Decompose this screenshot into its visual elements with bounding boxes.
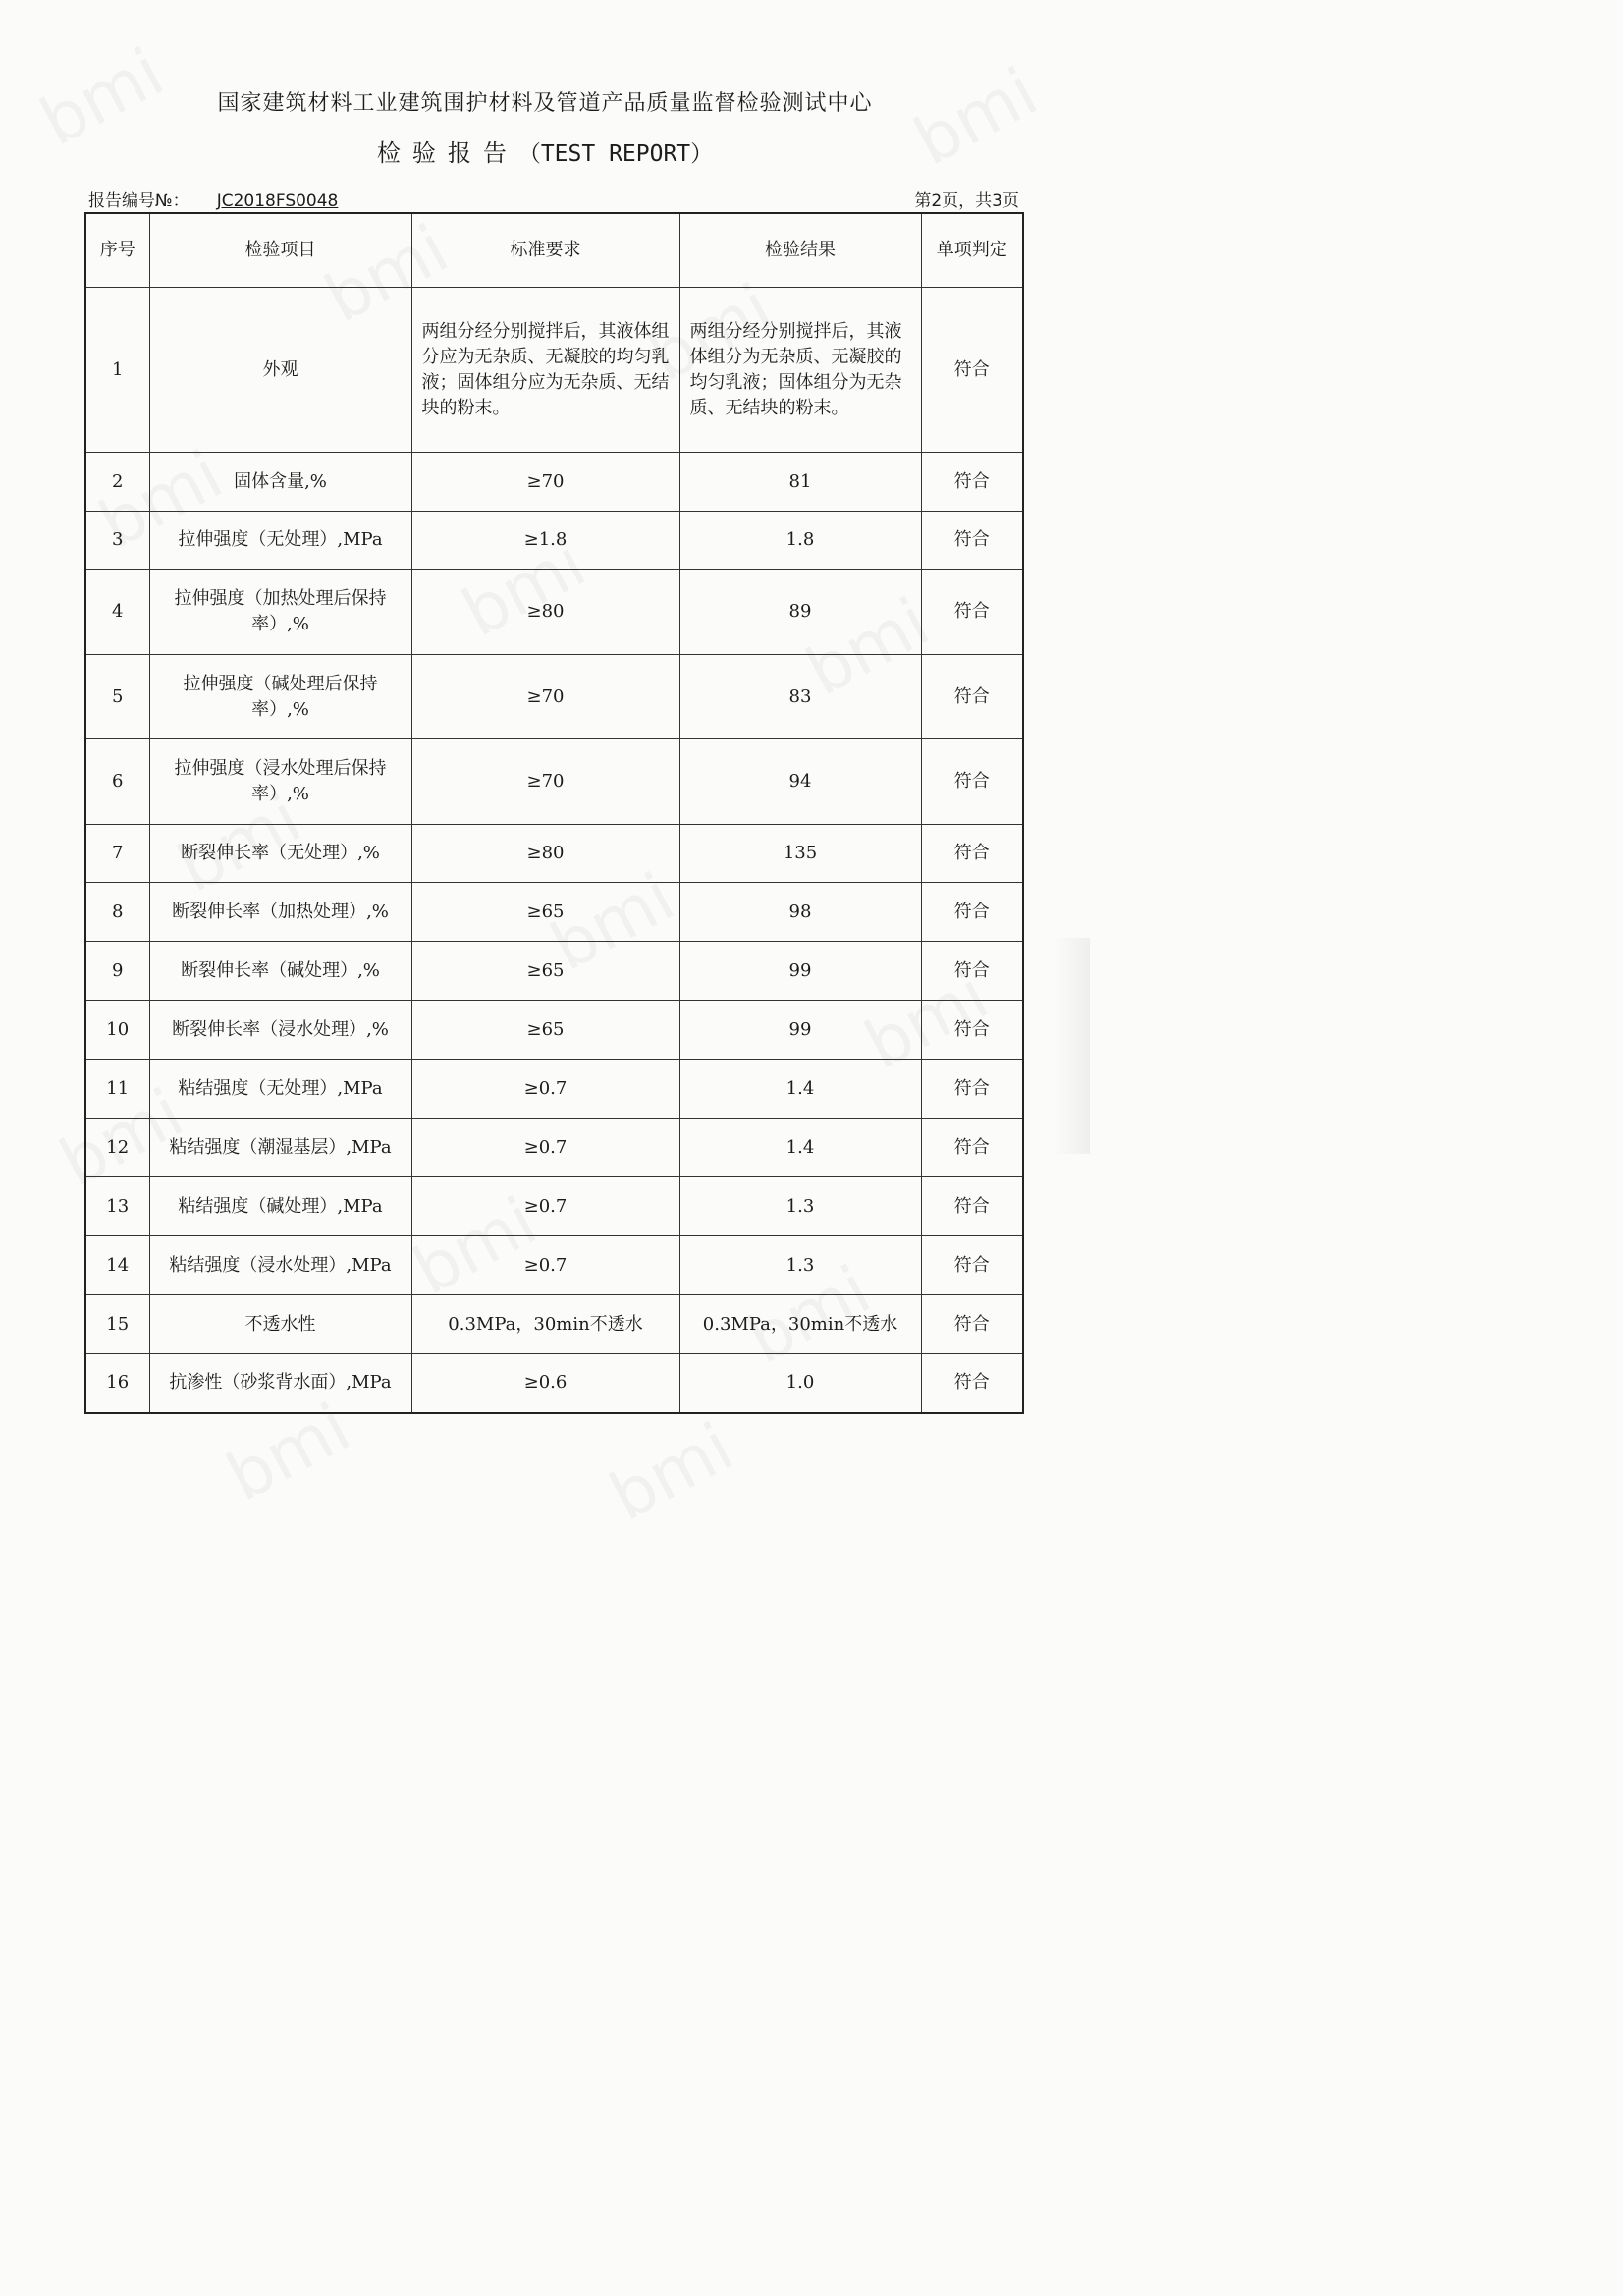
table-row xyxy=(85,883,1023,942)
verdict: 符合 xyxy=(921,1119,1023,1177)
test-item: 不透水性 xyxy=(149,1295,411,1354)
test-result: 89 xyxy=(679,570,921,655)
table-row xyxy=(85,453,1023,512)
test-result: 0.3MPa，30min不透水 xyxy=(679,1295,921,1354)
test-item: 粘结强度（潮湿基层）,MPa xyxy=(149,1119,411,1177)
table-row xyxy=(85,1295,1023,1354)
test-result: 1.8 xyxy=(679,512,921,570)
edge-shadow xyxy=(1055,938,1090,1154)
requirement: ≥65 xyxy=(411,942,679,1001)
test-item: 粘结强度（无处理）,MPa xyxy=(149,1060,411,1119)
table-row xyxy=(85,655,1023,739)
test-item: 粘结强度（碱处理）,MPa xyxy=(149,1177,411,1236)
table-row xyxy=(85,1354,1023,1413)
verdict: 符合 xyxy=(921,1236,1023,1295)
column-header: 序号 xyxy=(85,213,149,288)
verdict: 符合 xyxy=(921,883,1023,942)
table-row xyxy=(85,739,1023,825)
row-number: 5 xyxy=(85,655,149,739)
table-row xyxy=(85,512,1023,570)
requirement: ≥0.7 xyxy=(411,1177,679,1236)
page-info: 第2页，共3页 xyxy=(914,191,1019,211)
verdict: 符合 xyxy=(921,1354,1023,1413)
requirement: ≥70 xyxy=(411,655,679,739)
row-number: 6 xyxy=(85,739,149,825)
verdict: 符合 xyxy=(921,739,1023,825)
table-row xyxy=(85,570,1023,655)
report-number-value: JC2018FS0048 xyxy=(216,191,339,211)
verdict: 符合 xyxy=(921,825,1023,883)
verdict: 符合 xyxy=(921,453,1023,512)
row-number: 10 xyxy=(85,1001,149,1060)
test-item: 断裂伸长率（加热处理）,% xyxy=(149,883,411,942)
row-number: 1 xyxy=(85,288,149,453)
report-title: 国家建筑材料工业建筑围护材料及管道产品质量监督检验测试中心 xyxy=(217,91,873,116)
test-result: 99 xyxy=(679,1001,921,1060)
test-item: 拉伸强度（浸水处理后保持率）,% xyxy=(149,739,411,825)
requirement: ≥70 xyxy=(411,453,679,512)
verdict: 符合 xyxy=(921,512,1023,570)
requirement: ≥80 xyxy=(411,570,679,655)
test-result: 81 xyxy=(679,453,921,512)
test-result: 94 xyxy=(679,739,921,825)
column-header: 标准要求 xyxy=(411,213,679,288)
row-number: 8 xyxy=(85,883,149,942)
test-item: 拉伸强度（加热处理后保持率）,% xyxy=(149,570,411,655)
requirement: ≥0.6 xyxy=(411,1354,679,1413)
row-number: 4 xyxy=(85,570,149,655)
table-header-row xyxy=(85,213,1023,288)
test-result: 1.4 xyxy=(679,1119,921,1177)
test-item: 断裂伸长率（碱处理）,% xyxy=(149,942,411,1001)
requirement: ≥0.7 xyxy=(411,1236,679,1295)
table-row xyxy=(85,1060,1023,1119)
verdict: 符合 xyxy=(921,1060,1023,1119)
requirement: ≥80 xyxy=(411,825,679,883)
row-number: 16 xyxy=(85,1354,149,1413)
row-number: 14 xyxy=(85,1236,149,1295)
test-result: 135 xyxy=(679,825,921,883)
column-header: 检验项目 xyxy=(149,213,411,288)
subtitle-en: （TEST REPORT） xyxy=(517,141,714,167)
watermark xyxy=(598,1409,745,1537)
verdict: 符合 xyxy=(921,288,1023,453)
test-result: 1.4 xyxy=(679,1060,921,1119)
report-number-label: 报告编号№： xyxy=(88,191,189,211)
test-result: 1.3 xyxy=(679,1177,921,1236)
results-table xyxy=(84,212,1024,1414)
test-item: 粘结强度（浸水处理）,MPa xyxy=(149,1236,411,1295)
table-row xyxy=(85,288,1023,453)
test-item: 拉伸强度（碱处理后保持率）,% xyxy=(149,655,411,739)
requirement: ≥1.8 xyxy=(411,512,679,570)
row-number: 12 xyxy=(85,1119,149,1177)
requirement: 0.3MPa，30min不透水 xyxy=(411,1295,679,1354)
test-item: 断裂伸长率（无处理）,% xyxy=(149,825,411,883)
requirement: 两组分经分别搅拌后，其液体组分应为无杂质、无凝胶的均匀乳液；固体组分应为无杂质、无结块的粉末。 xyxy=(411,288,679,453)
row-number: 13 xyxy=(85,1177,149,1236)
table-row xyxy=(85,1177,1023,1236)
table-row xyxy=(85,1001,1023,1060)
test-result: 1.0 xyxy=(679,1354,921,1413)
table-row xyxy=(85,942,1023,1001)
verdict: 符合 xyxy=(921,1177,1023,1236)
requirement: ≥65 xyxy=(411,1001,679,1060)
test-item: 拉伸强度（无处理）,MPa xyxy=(149,512,411,570)
row-number: 15 xyxy=(85,1295,149,1354)
test-item: 固体含量,% xyxy=(149,453,411,512)
verdict: 符合 xyxy=(921,570,1023,655)
verdict: 符合 xyxy=(921,655,1023,739)
test-result: 99 xyxy=(679,942,921,1001)
verdict: 符合 xyxy=(921,1001,1023,1060)
test-result: 1.3 xyxy=(679,1236,921,1295)
requirement: ≥65 xyxy=(411,883,679,942)
test-result: 83 xyxy=(679,655,921,739)
test-item: 断裂伸长率（浸水处理）,% xyxy=(149,1001,411,1060)
subtitle-cn: 检验报告 xyxy=(376,139,518,167)
table-row xyxy=(85,825,1023,883)
report-subtitle xyxy=(0,134,1090,168)
row-number: 9 xyxy=(85,942,149,1001)
report-number xyxy=(88,187,338,211)
table-row xyxy=(85,1119,1023,1177)
test-result: 98 xyxy=(679,883,921,942)
row-number: 3 xyxy=(85,512,149,570)
table-row xyxy=(85,1236,1023,1295)
test-item: 抗渗性（砂浆背水面）,MPa xyxy=(149,1354,411,1413)
test-item: 外观 xyxy=(149,288,411,453)
column-header: 单项判定 xyxy=(921,213,1023,288)
row-number: 7 xyxy=(85,825,149,883)
row-number: 2 xyxy=(85,453,149,512)
requirement: ≥0.7 xyxy=(411,1119,679,1177)
requirement: ≥70 xyxy=(411,739,679,825)
test-result: 两组分经分别搅拌后，其液体组分为无杂质、无凝胶的均匀乳液；固体组分为无杂质、无结块的粉末。 xyxy=(679,288,921,453)
row-number: 11 xyxy=(85,1060,149,1119)
verdict: 符合 xyxy=(921,942,1023,1001)
column-header: 检验结果 xyxy=(679,213,921,288)
requirement: ≥0.7 xyxy=(411,1060,679,1119)
verdict: 符合 xyxy=(921,1295,1023,1354)
